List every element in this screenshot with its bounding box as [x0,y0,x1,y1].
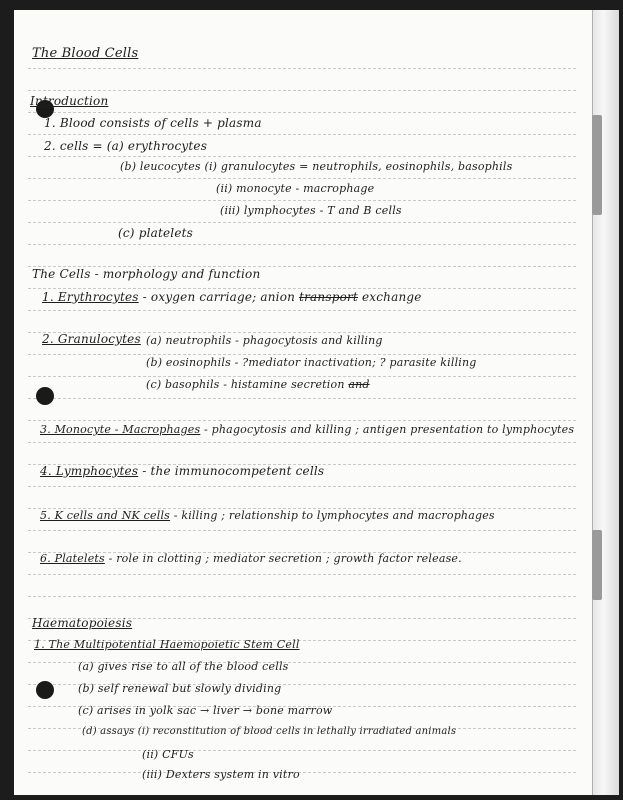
ruled-line [28,288,576,289]
cell-label: 5. K cells and NK cells [40,509,171,522]
ruled-line [28,750,576,751]
ruled-line [28,156,576,157]
struck-word: and [348,378,370,391]
ruled-line [28,354,576,355]
ruled-line [28,596,576,597]
cell-item-monocyte [40,423,574,436]
haem-line: (ii) CFUs [142,748,194,761]
cell-description: - the immunocompetent cells [142,464,325,478]
haem-item-stem-cell: 1. The Multipotential Haemopoietic Stem Cell [34,638,300,651]
ruled-line [28,310,576,311]
haem-line: (b) self renewal but slowly dividing [78,682,282,695]
cell-item-lymphocytes [40,464,324,478]
granulocyte-text: (c) basophils - histamine secretion [146,378,345,391]
intro-line: (iii) lymphocytes - T and B cells [220,204,402,217]
strip-tab [592,530,602,600]
cell-item-platelets [40,552,462,565]
intro-line: 2. cells = (a) erythrocytes [44,139,208,153]
ruled-line [28,772,576,773]
ruled-line [28,134,576,135]
cell-item-erythrocytes [42,290,422,304]
strip-tab [592,115,602,215]
cell-label: 6. Platelets [40,552,105,565]
cell-description-tail: exchange [361,290,422,304]
ruled-line [28,244,576,245]
section-heading-cells: The Cells - morphology and function [32,267,261,281]
ruled-line [28,178,576,179]
ruled-line [28,200,576,201]
ruled-line [28,112,576,113]
haem-line: (c) arises in yolk sac → liver → bone marrow [78,704,333,717]
cell-description: - phagocytosis and killing ; antigen presentation to lymphocytes [204,423,575,436]
cell-item-k-nk [40,509,495,522]
ruled-line [28,574,576,575]
ruled-line [28,486,576,487]
cell-description: - role in clotting ; mediator secretion ; growth factor release. [108,552,462,565]
cell-label: 3. Monocyte - Macrophages [40,423,201,436]
cell-label: 1. Erythrocytes [42,290,139,304]
ruled-line [28,90,576,91]
granulocyte-line: (a) neutrophils - phagocytosis and killing [146,334,383,347]
intro-line: (ii) monocyte - macrophage [216,182,375,195]
binder-hole [36,387,54,405]
cell-description: - killing ; relationship to lymphocytes and macrophages [173,509,495,522]
intro-line: (b) leucocytes (i) granulocytes = neutrophils, eosinophils, basophils [120,160,513,173]
ruled-line [28,530,576,531]
ruled-line [28,420,576,421]
haem-line: (a) gives rise to all of the blood cells [78,660,289,673]
intro-line: (c) platelets [118,226,194,240]
ruled-line [28,398,576,399]
section-heading-haematopoiesis: Haematopoiesis [32,616,133,630]
haem-line: (iii) Dexters system in vitro [142,768,300,781]
cell-description: - oxygen carriage; anion [142,290,296,304]
granulocyte-line [146,378,370,391]
intro-line: 1. Blood consists of cells + plasma [44,116,262,130]
granulocyte-line: (b) eosinophils - ?mediator inactivation; ? parasite killing [146,356,477,369]
ruled-line [28,68,576,69]
ruled-line [28,376,576,377]
struck-word: transport [299,290,358,304]
ruled-line [28,222,576,223]
section-heading-introduction: Introduction [30,94,109,108]
binder-hole [36,681,54,699]
page-title: The Blood Cells [32,46,139,61]
cell-label: 4. Lymphocytes [40,464,139,478]
ruled-line [28,442,576,443]
haem-line: (d) assays (i) reconstitution of blood cells in lethally irradiated animals [82,726,457,737]
notebook-page [14,10,605,795]
cell-label-granulocytes: 2. Granulocytes [42,332,141,346]
